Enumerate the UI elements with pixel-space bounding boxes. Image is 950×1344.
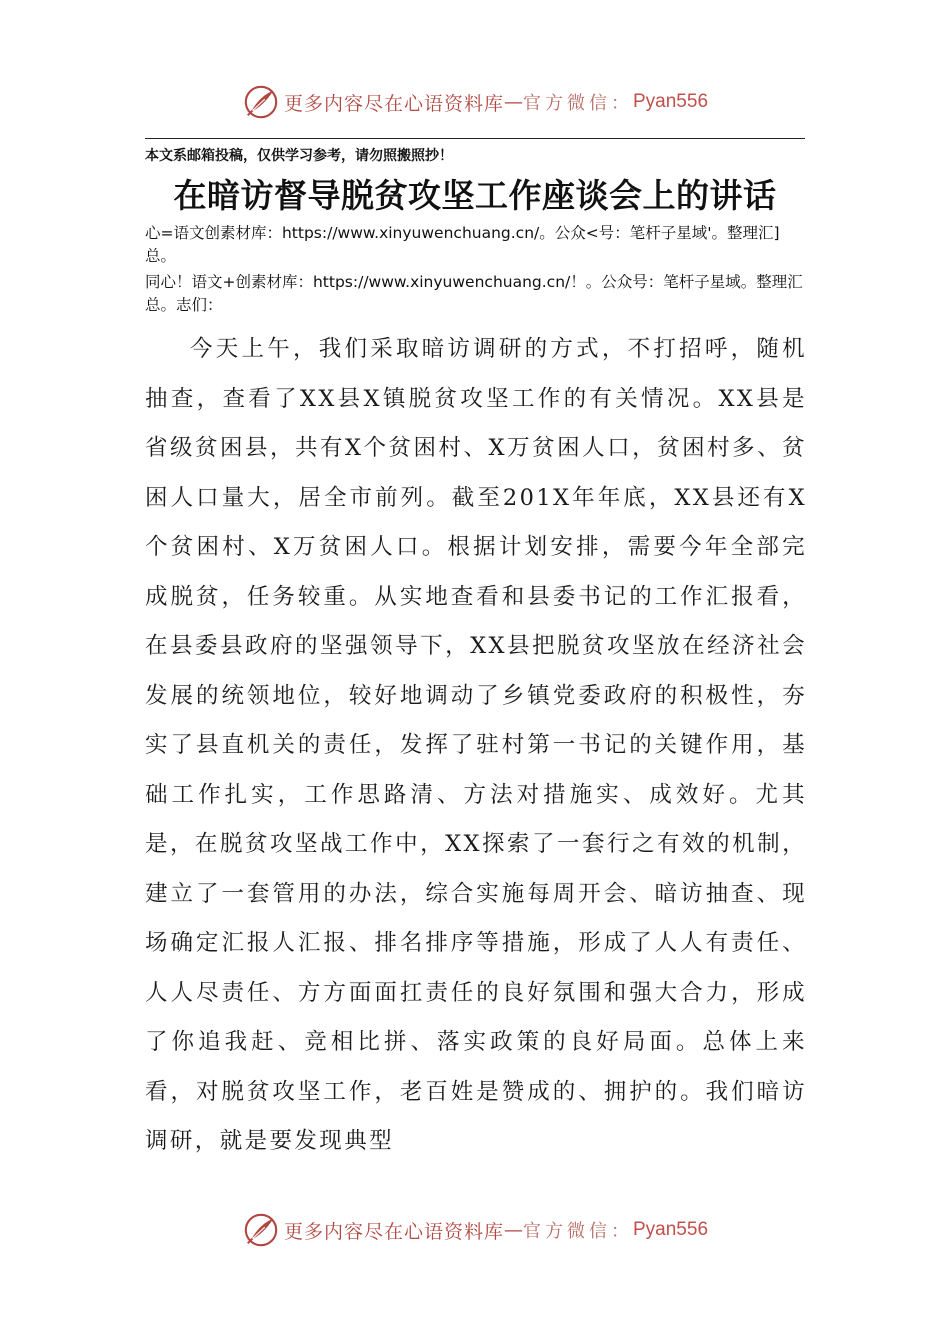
speech-body-paragraph: 今天上午，我们采取暗访调研的方式，不打招呼，随机抽查，查看了XX县X镇脱贫攻坚工作的有关情况。XX县是省级贫困县，共有X个贫困村、X万贫困人口，贫困村多、贫困人口量大，居全市前列。截至201X年年底，XX县还有X个贫困村、X万贫困人口。根据计划安排，需要今年全部完成脱贫，任务较重。从实地查看和县委书记的工作汇报看，在县委县政府的坚强领导下，XX县把脱贫攻坚放在经济社会发展的统领地位，较好地调动了乡镇党委政府的积极性，夯实了县直机关的责任，发挥了驻村第一书记的关键作用，基础工作扎实，工作思路清、方法对措施实、成效好。尤其是，在脱贫攻坚战工作中，XX探索了一套行之有效的机制，建立了一套管用的办法，综合实施每周开会、暗访抽查、现场确定汇报人汇报、排名排序等措施，形成了人人有责任、人人尽责任、方方面面扛责任的良好氛围和强大合力，形成了你追我赶、竞相比拼、落实政策的良好局面。总体上来看，对脱贫攻坚工作，老百姓是赞成的、拥护的。我们暗访调研，就是要发现典型 bbox=[145, 336, 807, 1154]
feather-pen-logo-icon bbox=[242, 1211, 280, 1249]
banner-wechat-label: 官方微信： bbox=[523, 93, 633, 114]
submission-notice: 本文系邮箱投稿，仅供学习参考，请勿照搬照抄！ bbox=[145, 148, 453, 164]
banner-dash: — bbox=[504, 1219, 523, 1241]
feather-pen-logo-icon bbox=[242, 83, 280, 121]
source-line-2: 同心！语文+创素材库：https://www.xinyuwenchuang.cn/！。公众号：笔杆子星域。整理汇总。志们： bbox=[145, 273, 803, 314]
header-rule bbox=[145, 138, 805, 139]
header-banner bbox=[0, 82, 950, 122]
page-title: 在暗访督导脱贫攻坚工作座谈会上的讲话 bbox=[173, 176, 777, 215]
banner-title: 更多内容尽在心语资料库 bbox=[283, 1220, 504, 1243]
banner-wechat-label: 官方微信： bbox=[523, 1221, 633, 1242]
source-line-1: 心=语文创素材库：https://www.xinyuwenchuang.cn/。公众<号：笔杆子星域'。整理汇]总。 bbox=[145, 224, 780, 265]
banner-title: 更多内容尽在心语资料库 bbox=[283, 92, 504, 115]
banner-wechat-id: Pyan556 bbox=[633, 91, 709, 112]
footer-banner bbox=[0, 1210, 950, 1250]
banner-wechat-id: Pyan556 bbox=[633, 1219, 709, 1240]
banner-dash: — bbox=[504, 91, 523, 113]
